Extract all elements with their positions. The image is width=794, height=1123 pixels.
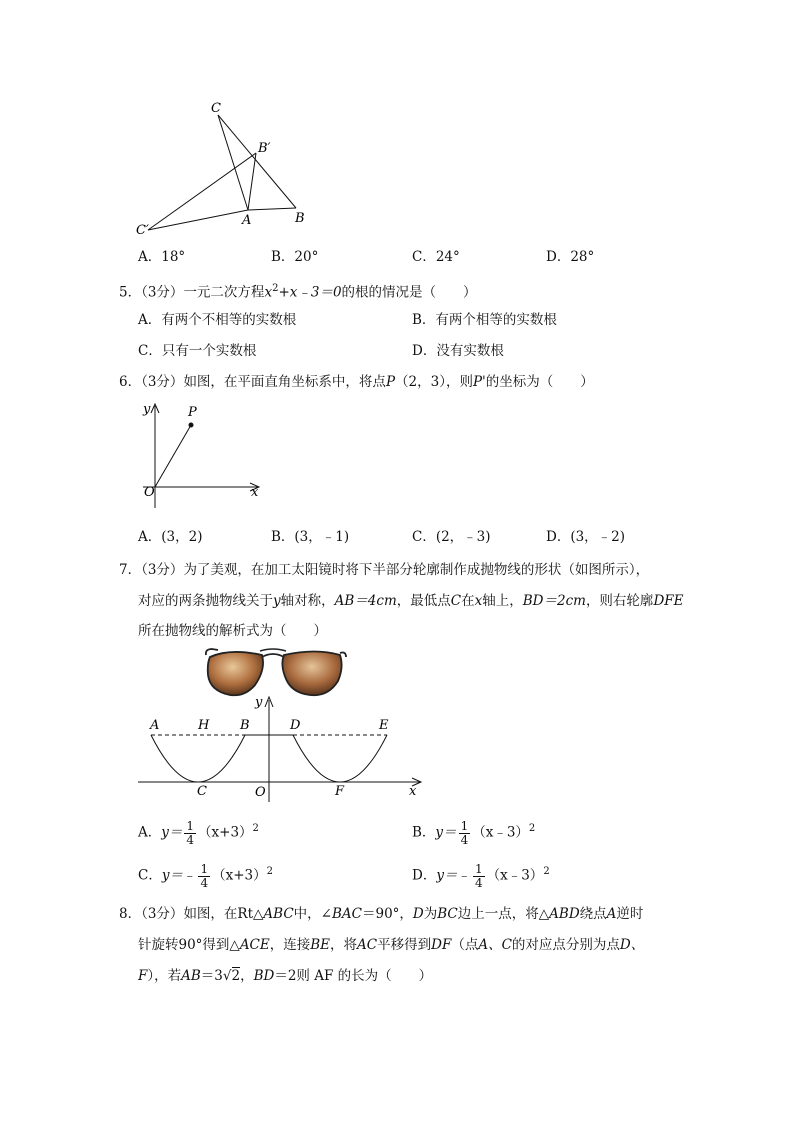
label-B-prime: B′ <box>258 141 271 156</box>
q8-l2-b: ，连接 <box>269 937 311 953</box>
question-8-line-1 <box>119 904 643 924</box>
label-A: A <box>150 718 160 733</box>
q7-d-letter: D． <box>412 867 437 884</box>
q5-eq-x: x <box>264 284 273 301</box>
q7-l2-e: 轴上， <box>482 593 523 609</box>
label-H: H <box>198 718 210 733</box>
q6-option-c[interactable]: C．(2，﹣3) <box>412 529 491 545</box>
q7-l2-C: C <box>450 593 462 609</box>
q7-l2-bd: BD＝2cm <box>522 593 586 609</box>
question-8-line-2 <box>138 935 644 955</box>
q7-d-fraction <box>473 863 485 890</box>
segment-AB <box>248 208 296 210</box>
q8-l1-e: 为 <box>423 906 438 922</box>
q7-score: （3分） <box>141 562 184 578</box>
q8-l2-a: 针旋转90°得到△ <box>138 937 240 953</box>
q8-l1-bac: BAC <box>331 906 362 922</box>
segment-ABp <box>248 153 256 210</box>
q7-c-sign: ﹣ <box>182 867 197 884</box>
q7-d-sign: ﹣ <box>457 867 471 884</box>
q8-l2-e: （点 <box>451 937 479 953</box>
q5-number: 5． <box>119 284 142 301</box>
q7-option-c[interactable] <box>138 862 273 890</box>
right-parabola <box>293 735 387 782</box>
q8-l1-a: 如图，在Rt△ <box>183 906 264 922</box>
label-O: O <box>255 785 266 800</box>
q8-sqrt <box>223 966 240 986</box>
q8-l1-abd: ABD <box>549 906 580 922</box>
q8-l3-a: ），若 <box>147 968 182 984</box>
q7-a-pow: 2 <box>252 823 259 834</box>
q7-a-letter: A． <box>138 824 162 841</box>
q8-l2-ace: ACE <box>239 937 270 953</box>
point-P <box>189 423 194 428</box>
question-7-line-1 <box>119 560 649 580</box>
q8-l2-f: 的对应点分别为点 <box>511 937 620 953</box>
label-x: x <box>409 784 417 799</box>
q7-l2-x: x <box>474 593 483 609</box>
label-C: C <box>197 784 207 799</box>
segment-CB <box>218 115 296 208</box>
q7-d-pow: 2 <box>543 866 550 877</box>
q6-option-a[interactable]: A．(3，2) <box>138 529 203 545</box>
q8-l2-be: BE <box>310 937 331 953</box>
q8-l1-g: 绕点 <box>579 906 607 922</box>
q8-l2-D: D、 <box>619 937 645 953</box>
q5-option-b[interactable]: B．有两个相等的实数根 <box>412 312 557 328</box>
label-O: O <box>144 485 155 500</box>
q7-d-expr: （x﹣3） <box>486 867 544 884</box>
q7-l2-dfe: DFE <box>653 593 684 609</box>
q8-l1-f: 边上一点，将△ <box>457 906 550 922</box>
q6-option-b[interactable]: B．(3，﹣1) <box>271 529 350 545</box>
q4-option-a[interactable]: A．18° <box>138 249 186 265</box>
label-A: A <box>242 213 252 228</box>
q7-c-pow: 2 <box>266 866 274 877</box>
q4-option-c[interactable]: C．24° <box>412 249 460 265</box>
q7-d-den: 4 <box>474 875 483 890</box>
q7-c-num: 1 <box>200 861 209 876</box>
q6-text-a: 如图，在平面直角坐标系中，将点 <box>183 374 386 390</box>
q8-l2-df: DF <box>431 937 452 953</box>
q8-l1-c: ＝90°， <box>361 906 413 922</box>
q7-a-expr: （x+3） <box>198 824 253 841</box>
q7-b-num: 1 <box>460 818 469 833</box>
q7-d-y: y＝ <box>436 867 458 884</box>
left-parabola <box>151 735 245 782</box>
q5-text-b: 的根的情况是（ ） <box>341 284 477 301</box>
q6-p-prime: P' <box>472 374 486 390</box>
q8-l1-h: 逆时 <box>616 906 644 922</box>
question-5 <box>119 279 477 303</box>
segment-CpBp <box>148 153 256 230</box>
q7-a-num: 1 <box>186 818 195 833</box>
q7-option-d[interactable] <box>412 862 550 890</box>
q7-c-expr: （x+3） <box>212 867 267 884</box>
q8-l1-abc: ABC <box>263 906 294 922</box>
q7-l2-d: 在 <box>461 593 475 609</box>
q8-l2-AC: A、C <box>478 937 512 953</box>
q5-score: （3分） <box>141 284 184 301</box>
coordinate-figure-q6 <box>138 398 268 510</box>
q7-l2-ab: AB＝4cm <box>334 593 397 609</box>
q7-l2-a: 对应的两条抛物线关于 <box>138 593 273 609</box>
q6-p: P <box>385 374 396 390</box>
triangle-figure-q4 <box>130 95 320 240</box>
q7-c-y: y＝ <box>161 867 183 884</box>
q8-l3-F: F <box>138 968 148 984</box>
q5-eq-rest: +x﹣3＝0 <box>278 284 342 301</box>
q6-option-d[interactable]: D．(3，﹣2) <box>546 529 626 545</box>
q7-l2-f: ，则右轮廓 <box>585 593 654 609</box>
q8-l2-ac: AC <box>357 937 378 953</box>
question-7-line-3: 所在抛物线的解析式为（ ） <box>138 623 327 639</box>
q7-l2-c: ，最低点 <box>396 593 451 609</box>
q8-l1-bc: BC <box>437 906 458 922</box>
q7-c-den: 4 <box>200 875 209 890</box>
q7-c-fraction <box>198 863 210 890</box>
label-y: y <box>255 695 263 710</box>
q8-l3-bd: BD <box>253 968 275 984</box>
label-E: E <box>379 718 389 733</box>
question-8-line-3 <box>138 966 432 986</box>
q6-score: （3分） <box>141 374 184 390</box>
q7-l2-b: 轴对称， <box>280 593 335 609</box>
q5-text-a: 一元二次方程 <box>183 284 265 301</box>
q8-l3-ab: AB <box>181 968 201 984</box>
q7-d-num: 1 <box>474 861 483 876</box>
q8-number: 8． <box>119 906 142 922</box>
q7-a-den: 4 <box>186 832 195 847</box>
parabola-figure-q7 <box>135 692 430 804</box>
q5-option-a[interactable]: A．有两个不相等的实数根 <box>138 312 297 328</box>
q8-l1-d: D <box>412 906 424 922</box>
q7-b-fraction <box>459 820 471 847</box>
q7-b-pow: 2 <box>528 823 536 834</box>
q7-c-letter: C． <box>138 867 162 884</box>
question-6 <box>119 372 594 392</box>
q8-l2-d: 平移得到 <box>377 937 432 953</box>
q8-l1-A: A <box>606 906 617 922</box>
q6-text-b: 的坐标为（ ） <box>485 374 594 390</box>
q8-l2-c: ，将 <box>330 937 358 953</box>
q7-b-letter: B． <box>412 824 436 841</box>
q6-number: 6． <box>119 374 142 390</box>
q7-option-a[interactable] <box>138 819 259 847</box>
q4-option-d[interactable]: D．28° <box>546 249 595 265</box>
q8-l3-c: ， <box>240 968 254 984</box>
q8-l1-b: 中，∠ <box>293 906 332 922</box>
q7-number: 7． <box>119 562 142 578</box>
q7-b-den: 4 <box>460 832 469 847</box>
q8-score: （3分） <box>141 906 184 922</box>
label-F: F <box>335 784 345 799</box>
q4-option-b[interactable]: B．20° <box>271 249 319 265</box>
label-D: D <box>290 718 301 733</box>
q5-option-c[interactable]: C．只有一个实数根 <box>138 343 257 359</box>
q5-eq-sup: 2 <box>272 283 279 294</box>
question-7-line-2 <box>138 591 683 611</box>
segment-OP <box>155 425 191 487</box>
q5-option-d[interactable]: D．没有实数根 <box>412 343 504 359</box>
q8-l3-d: ＝2则 AF 的长为（ ） <box>274 968 433 984</box>
q7-line1: 为了美观，在加工太阳镜时将下半部分轮廓制作成抛物线的形状（如图所示）， <box>183 562 650 578</box>
label-B: B <box>295 211 305 226</box>
radical-sign: √ <box>222 968 232 984</box>
segment-CpA <box>148 210 248 230</box>
label-y: y <box>143 402 151 417</box>
q7-a-fraction <box>184 820 196 847</box>
label-C-prime: C′ <box>136 223 149 238</box>
q7-b-y: y＝ <box>435 824 457 841</box>
label-C: C <box>211 101 221 116</box>
q7-a-y: y＝ <box>161 824 183 841</box>
label-x: x <box>251 485 259 500</box>
q7-b-expr: （x﹣3） <box>472 824 529 841</box>
q8-l3-b: ＝3 <box>200 968 223 984</box>
label-P: P <box>188 405 197 420</box>
q8-sqrt-value: 2 <box>231 968 241 984</box>
q7-option-b[interactable] <box>412 819 535 847</box>
label-B: B <box>240 718 250 733</box>
q7-l2-y: y <box>273 593 281 609</box>
q6-coord: （2，3），则 <box>395 374 473 390</box>
